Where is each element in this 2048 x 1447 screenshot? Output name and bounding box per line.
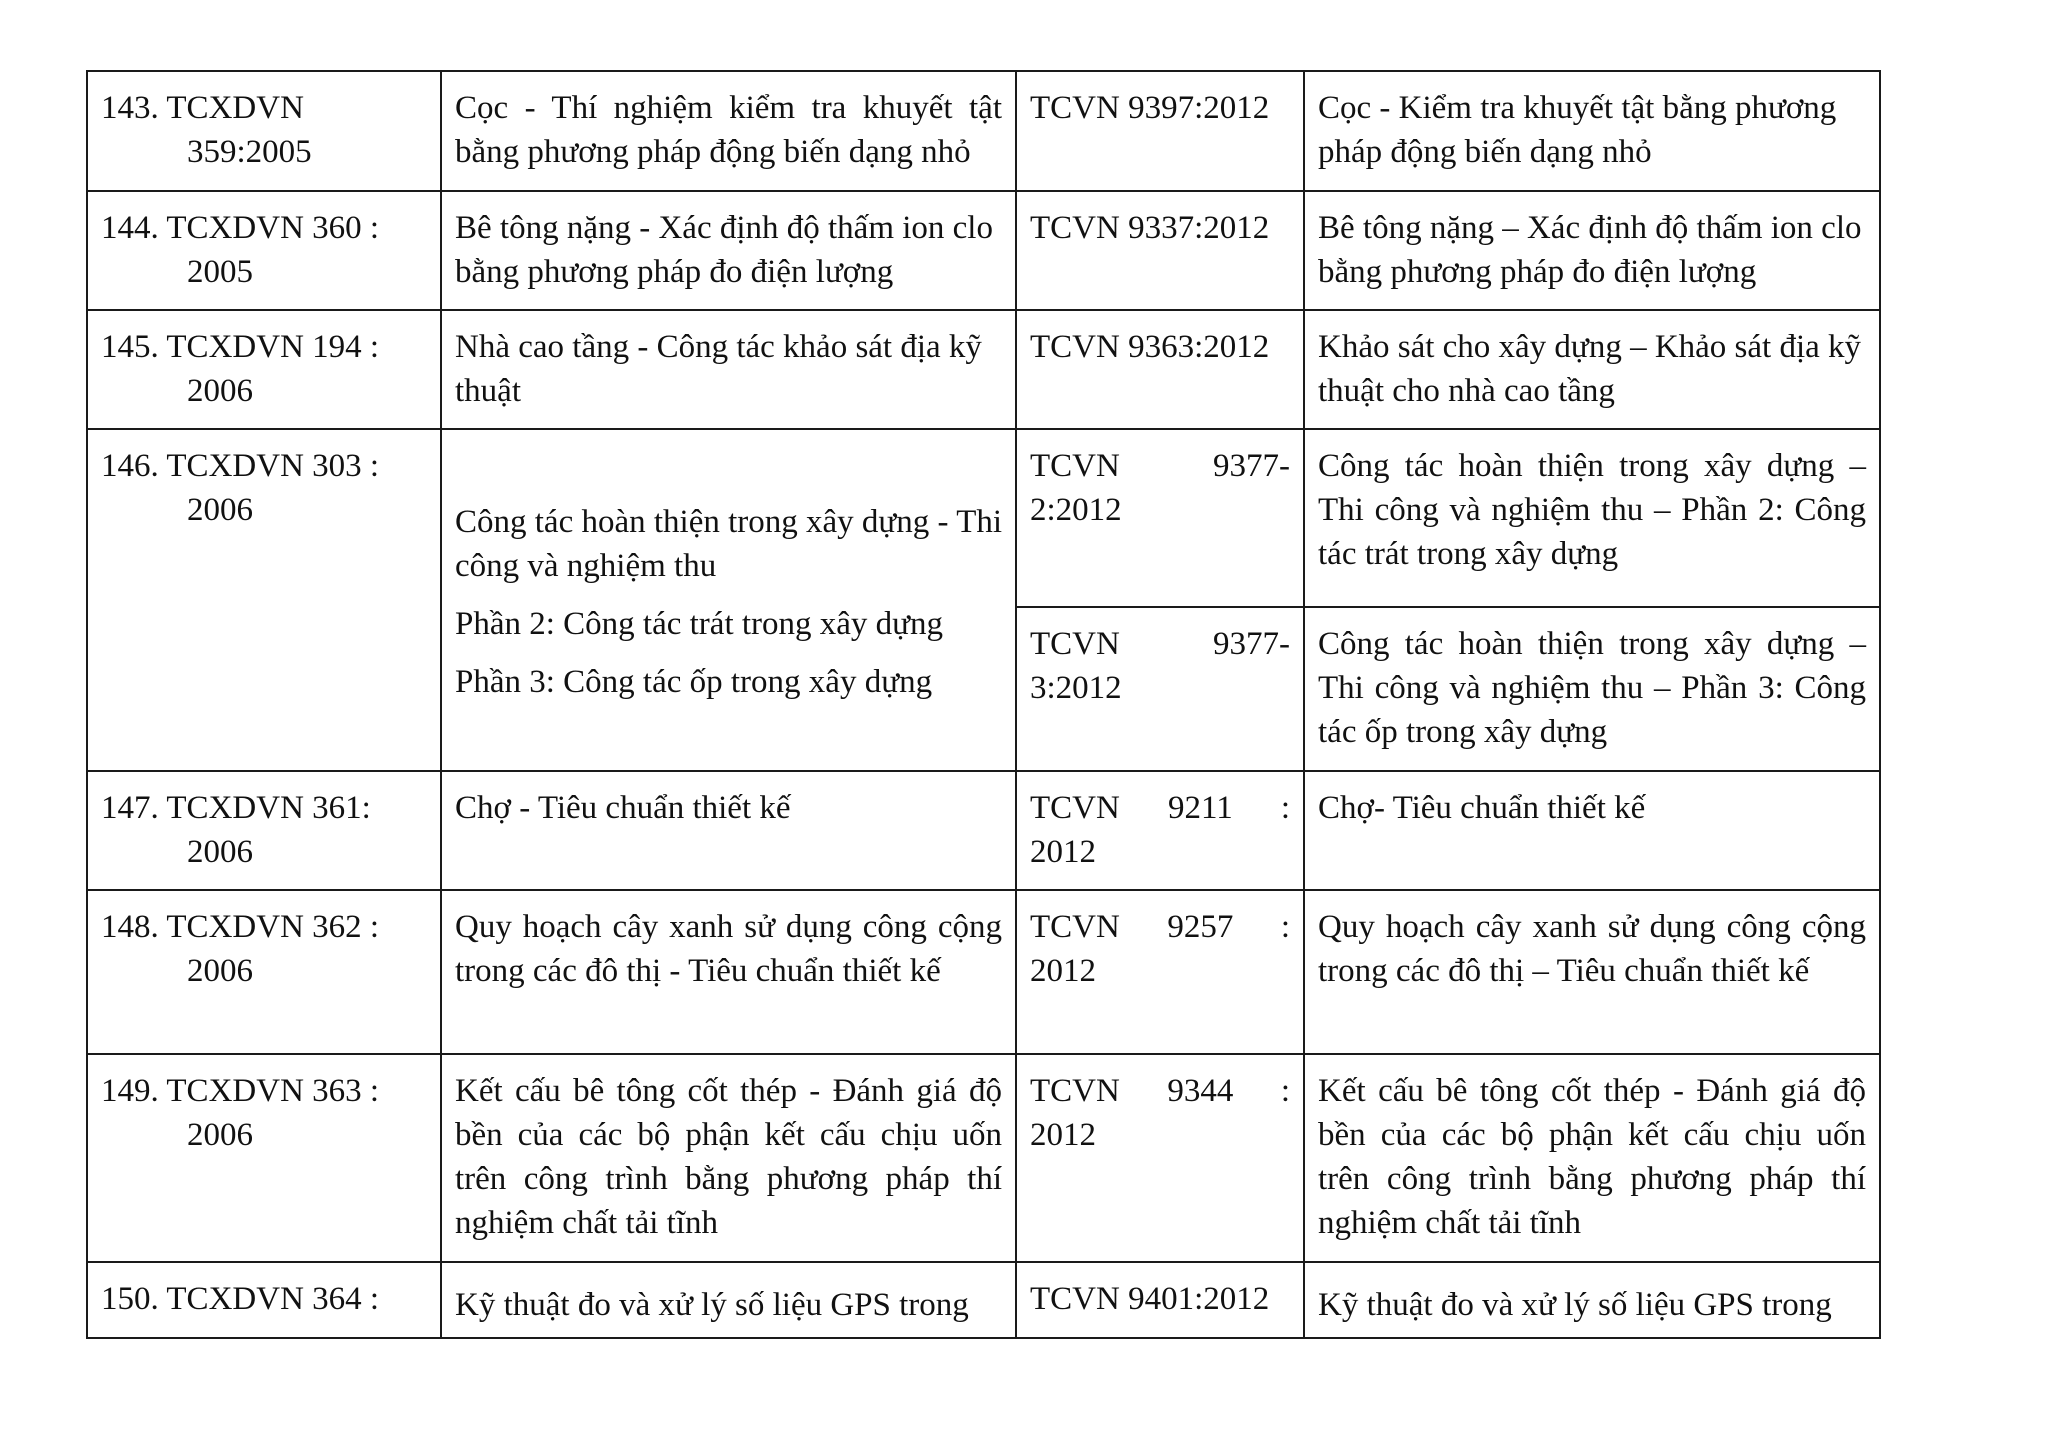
old-standard-title: Quy hoạch cây xanh sử dụng công cộng trong các đô thị - Tiêu chuẩn thiết kế [441, 890, 1016, 1054]
new-standard-code: TCVN 9397:2012 [1016, 71, 1304, 191]
old-standard-title: Công tác hoàn thiện trong xây dựng - Thi công và nghiệm thu Phần 2: Công tác trát trong xây dựng Phần 3: Công tác ốp trong xây dựng [441, 429, 1016, 771]
table-row [87, 1054, 1880, 1262]
old-standard-code: 143. TCXDVN 359:2005 [87, 71, 441, 191]
new-standard-title: Kỹ thuật đo và xử lý số liệu GPS trong [1304, 1262, 1880, 1338]
new-standard-code: TCVN 9377- 3:2012 [1016, 607, 1304, 771]
new-standard-title: Kết cấu bê tông cốt thép - Đánh giá độ bền của các bộ phận kết cấu chịu uốn trên công trình bằng phương pháp thí nghiệm chất tải tĩnh [1304, 1054, 1880, 1262]
new-standard-code: TCVN 9363:2012 [1016, 310, 1304, 429]
old-standard-code: 147. TCXDVN 361: 2006 [87, 771, 441, 890]
old-standard-title: Chợ - Tiêu chuẩn thiết kế [441, 771, 1016, 890]
new-standard-title: Công tác hoàn thiện trong xây dựng – Thi công và nghiệm thu – Phần 3: Công tác ốp trong xây dựng [1304, 607, 1880, 771]
old-standard-title: Nhà cao tầng - Công tác khảo sát địa kỹ thuật [441, 310, 1016, 429]
new-standard-code: TCVN 9257 : 2012 [1016, 890, 1304, 1054]
new-standard-code: TCVN 9344 : 2012 [1016, 1054, 1304, 1262]
table-row [87, 429, 1880, 607]
table-row [87, 1262, 1880, 1338]
new-standard-title: Quy hoạch cây xanh sử dụng công cộng trong các đô thị – Tiêu chuẩn thiết kế [1304, 890, 1880, 1054]
old-standard-code: 145. TCXDVN 194 : 2006 [87, 310, 441, 429]
old-standard-code: 148. TCXDVN 362 : 2006 [87, 890, 441, 1054]
new-standard-code: TCVN 9337:2012 [1016, 191, 1304, 310]
old-standard-title: Kết cấu bê tông cốt thép - Đánh giá độ bền của các bộ phận kết cấu chịu uốn trên công trình bằng phương pháp thí nghiệm chất tải tĩnh [441, 1054, 1016, 1262]
old-standard-title: Cọc - Thí nghiệm kiểm tra khuyết tật bằng phương pháp động biến dạng nhỏ [441, 71, 1016, 191]
old-standard-code: 146. TCXDVN 303 : 2006 [87, 429, 441, 771]
new-standard-code: TCVN 9211 : 2012 [1016, 771, 1304, 890]
new-standard-title: Khảo sát cho xây dựng – Khảo sát địa kỹ thuật cho nhà cao tầng [1304, 310, 1880, 429]
table-row [87, 71, 1880, 191]
table-row [87, 890, 1880, 1054]
new-standard-title: Bê tông nặng – Xác định độ thấm ion clo bằng phương pháp đo điện lượng [1304, 191, 1880, 310]
old-standard-code: 150. TCXDVN 364 : [87, 1262, 441, 1338]
table-row [87, 771, 1880, 890]
old-standard-title: Bê tông nặng - Xác định độ thấm ion clo bằng phương pháp đo điện lượng [441, 191, 1016, 310]
new-standard-title: Công tác hoàn thiện trong xây dựng – Thi công và nghiệm thu – Phần 2: Công tác trát trong xây dựng [1304, 429, 1880, 607]
new-standard-code: TCVN 9401:2012 [1016, 1262, 1304, 1338]
table-row [87, 191, 1880, 310]
table-row [87, 310, 1880, 429]
old-standard-code: 149. TCXDVN 363 : 2006 [87, 1054, 441, 1262]
old-standard-title: Kỹ thuật đo và xử lý số liệu GPS trong [441, 1262, 1016, 1338]
new-standard-title: Cọc - Kiểm tra khuyết tật bằng phương pháp động biến dạng nhỏ [1304, 71, 1880, 191]
new-standard-title: Chợ- Tiêu chuẩn thiết kế [1304, 771, 1880, 890]
new-standard-code: TCVN 9377- 2:2012 [1016, 429, 1304, 607]
old-standard-code: 144. TCXDVN 360 : 2005 [87, 191, 441, 310]
standards-table [86, 70, 1881, 1339]
